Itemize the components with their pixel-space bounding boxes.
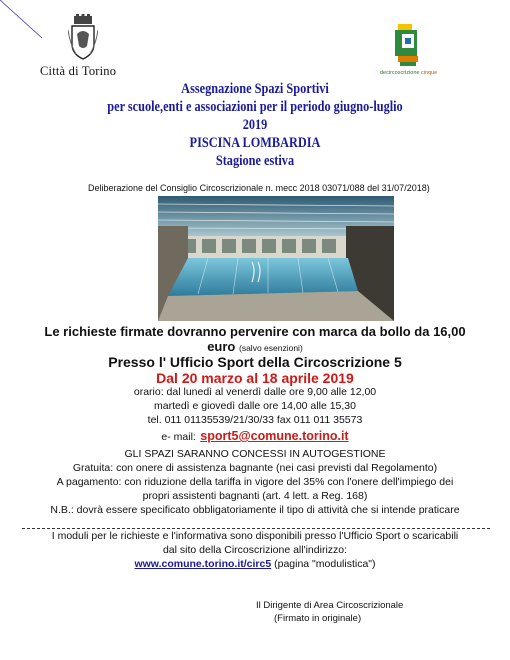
website-line: www.comune.torino.it/circ5 (pagina "modulistica")	[134, 558, 376, 570]
email-link[interactable]: sport5@comune.torino.it	[200, 429, 349, 443]
modules-line-1: I moduli per le richieste e l'informativa sono disponibili presso l'Ufficio Sport o scaricabili	[51, 530, 459, 542]
title-block	[95, 80, 415, 170]
self-management-line: GLI SPAZI SARANNO CONCESSI IN AUTOGESTIONE	[124, 448, 386, 460]
deliberation-text: Deliberazione del Consiglio Circoscrizionale n. mecc 2018 03071/088 del 31/07/2018)	[88, 183, 430, 193]
signature-block	[256, 599, 416, 625]
city-name: Città di Torino	[40, 64, 117, 78]
modules-line-2: dal sito della Circoscrizione all'indirizzo:	[162, 544, 348, 556]
pool-photo	[158, 196, 394, 321]
free-line: Gratuita: con onere di assistenza bagnante (nei casi previsti dal Regolamento)	[72, 462, 438, 474]
divider	[22, 528, 490, 529]
title-line-3: PISCINA LOMBARDIA	[189, 135, 321, 151]
phone-line: tel. 011 01135539/21/30/33 fax 011 011 35573	[147, 414, 363, 426]
hours-line-1: orario: dal lunedì al venerdì dalle ore 9,00 alle 12,00	[133, 386, 377, 398]
title-line-1: Assegnazione Spazi Sportivi	[181, 81, 329, 97]
website-link[interactable]: www.comune.torino.it/circ5	[134, 558, 272, 570]
corner-line	[0, 0, 42, 42]
email-line: e- mail: sport5@comune.torino.it	[161, 429, 349, 443]
paid-line-1: A pagamento: con riduzione della tariffa in vigore del 35% con l'onere dell'impiego dei	[56, 476, 454, 488]
office-heading: Presso l' Ufficio Sport della Circoscrizione 5	[108, 354, 402, 370]
requests-euro-line: euro (salvo esenzioni)	[207, 339, 303, 354]
hours-line-2: martedì e giovedì dalle ore 14,00 alle 15,30	[154, 400, 356, 412]
title-line-4: Stagione estiva	[215, 153, 295, 169]
title-line-2: per scuole,enti e associazioni per il periodo giugno-luglio 2019	[107, 99, 403, 133]
exemption-note: (salvo esenzioni)	[239, 343, 303, 353]
requests-line: Le richieste firmate dovranno pervenire con marca da bollo da 16,00	[44, 324, 466, 339]
circoscrizione-logo-icon	[392, 20, 422, 68]
signature-role: Il Dirigente di Area Circoscrizionale	[256, 600, 404, 611]
paid-line-2: propri assistenti bagnanti (art. 4 lett. a Reg. 168)	[142, 490, 368, 502]
circoscrizione-caption: decircoscrizione cinque	[380, 70, 438, 76]
signature-note: (Firmato in originale)	[274, 613, 362, 624]
note-line: N.B.: dovrà essere specificato obbligatoriamente il tipo di attività che si intende praticare	[50, 504, 460, 516]
city-crest-icon	[68, 14, 98, 60]
dates-heading: Dal 20 marzo al 18 aprile 2019	[156, 370, 354, 386]
